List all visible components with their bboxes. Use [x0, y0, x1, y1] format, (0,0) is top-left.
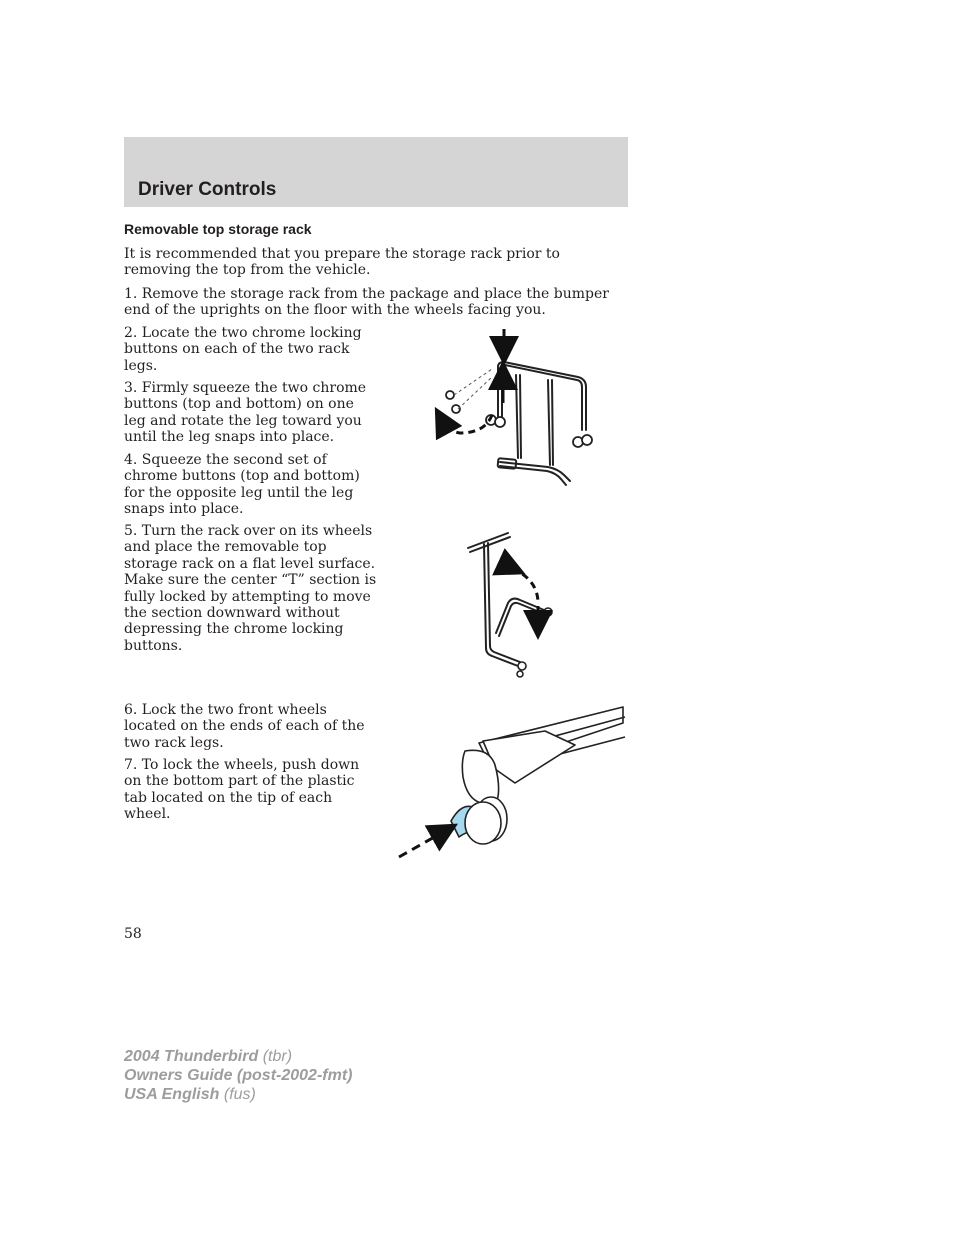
step-6: 6. Lock the two front wheels located on the ends of each of the two rack legs.: [124, 702, 365, 751]
t-section-check-illustration: [460, 528, 570, 683]
step-5: 5. Turn the rack over on its wheels and place the removable top storage rack on a flat level surface. Make sure the center “T” section is fully locked by attempting to move the section downward without depressing the chrome locking buttons.: [124, 523, 377, 654]
subheading: Removable top storage rack: [124, 221, 312, 237]
intro-paragraph: It is recommended that you prepare the storage rack prior to removing the top from the vehicle.: [124, 246, 560, 279]
step-4: 4. Squeeze the second set of chrome buttons (top and bottom) for the opposite leg until the leg snaps into place.: [124, 452, 360, 518]
document-footer: [124, 1047, 352, 1104]
step-2: 2. Locate the two chrome locking buttons on each of the two rack legs.: [124, 325, 362, 374]
step-3: 3. Firmly squeeze the two chrome buttons (top and bottom) on one leg and rotate the leg toward you until the leg snaps into place.: [124, 380, 367, 446]
footer-line-3: USA English (fus): [124, 1086, 256, 1103]
section-header-band: [124, 137, 628, 207]
rack-leg-rotation-illustration: [430, 325, 610, 495]
step-1: 1. Remove the storage rack from the package and place the bumper end of the uprights on the floor with the wheels facing you.: [124, 286, 609, 319]
wheel-lock-illustration: [395, 703, 627, 863]
footer-line-1: 2004 Thunderbird (tbr): [124, 1048, 293, 1065]
footer-line-2: Owners Guide (post-2002-fmt): [124, 1067, 353, 1084]
page-number: 58: [124, 926, 142, 942]
section-title: Driver Controls: [138, 179, 277, 200]
step-7: 7. To lock the wheels, push down on the bottom part of the plastic tab located on the tip of each wheel.: [124, 757, 360, 823]
